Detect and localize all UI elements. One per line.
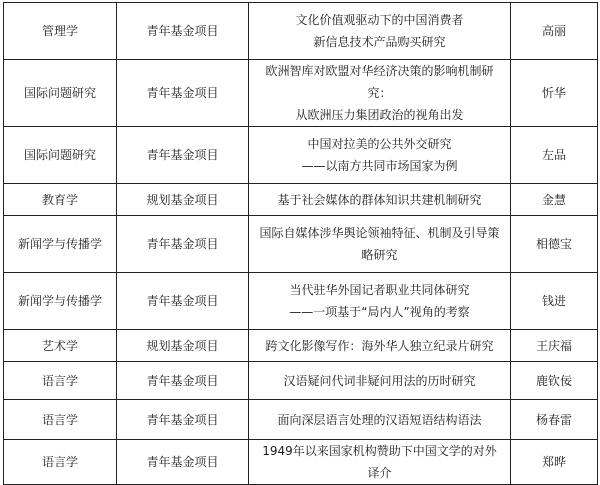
title-line: 从欧洲压力集团政治的视角出发: [295, 108, 464, 122]
title-line: 面向深层语言处理的汉语短语结构语法: [277, 412, 482, 427]
title-line: 跨文化影像写作：海外华人独立纪录片研究: [265, 338, 494, 353]
discipline-cell: 新闻学与传播学: [4, 273, 117, 330]
person-cell: 王庆福: [511, 330, 598, 362]
title-line: 当代驻华外国记者职业共同体研究: [289, 283, 470, 297]
discipline-cell: 国际问题研究: [4, 60, 117, 127]
project-type-cell: 青年基金项目: [117, 216, 249, 273]
table-row: [4, 400, 598, 440]
person-cell: 金慧: [511, 184, 598, 216]
project-title-cell: [249, 330, 511, 362]
title-line: 基于社会媒体的群体知识共建机制研究: [277, 192, 482, 207]
project-title-cell: [249, 362, 511, 400]
title-line: 新信息技术产品购买研究: [313, 35, 446, 49]
project-title-cell: [249, 273, 511, 330]
project-title-cell: [249, 440, 511, 485]
person-cell: 鹿钦佞: [511, 362, 598, 400]
title-line: 国际自媒体涉华舆论领袖特征、机制及引导策略研究: [259, 226, 500, 262]
discipline-cell: 语言学: [4, 362, 117, 400]
discipline-cell: 教育学: [4, 184, 117, 216]
project-title-cell: [249, 184, 511, 216]
table-row: [4, 216, 598, 273]
project-table: [3, 2, 598, 485]
person-cell: 杨春雷: [511, 400, 598, 440]
table-row: [4, 440, 598, 485]
project-type-cell: 青年基金项目: [117, 400, 249, 440]
project-title-cell: [249, 400, 511, 440]
table-row: [4, 127, 598, 184]
project-type-cell: 青年基金项目: [117, 362, 249, 400]
title-line: 1949年以来国家机构赞助下中国文学的对外译介: [262, 444, 497, 480]
title-line: 文化价值观驱动下的中国消费者: [295, 13, 464, 27]
project-title-cell: [249, 60, 511, 127]
project-type-cell: 规划基金项目: [117, 330, 249, 362]
project-type-cell: 青年基金项目: [117, 3, 249, 60]
project-type-cell: 青年基金项目: [117, 273, 249, 330]
project-type-cell: 规划基金项目: [117, 184, 249, 216]
person-cell: 钱进: [511, 273, 598, 330]
title-line: 欧洲智库对欧盟对华经济决策的影响机制研究：: [265, 64, 494, 100]
title-line: 中国对拉美的公共外交研究: [307, 137, 452, 151]
discipline-cell: 国际问题研究: [4, 127, 117, 184]
project-title-cell: [249, 127, 511, 184]
person-cell: 左品: [511, 127, 598, 184]
discipline-cell: 语言学: [4, 400, 117, 440]
discipline-cell: 语言学: [4, 440, 117, 485]
discipline-cell: 艺术学: [4, 330, 117, 362]
discipline-cell: 管理学: [4, 3, 117, 60]
project-title-cell: [249, 216, 511, 273]
table-row: [4, 362, 598, 400]
table-row: [4, 330, 598, 362]
table-row: [4, 273, 598, 330]
project-type-cell: 青年基金项目: [117, 60, 249, 127]
discipline-cell: 新闻学与传播学: [4, 216, 117, 273]
title-line: ——以南方共同市场国家为例: [301, 159, 458, 173]
person-cell: 相德宝: [511, 216, 598, 273]
project-table-body: [4, 3, 598, 485]
project-title-cell: [249, 3, 511, 60]
project-type-cell: 青年基金项目: [117, 127, 249, 184]
table-row: [4, 60, 598, 127]
project-type-cell: 青年基金项目: [117, 440, 249, 485]
table-row: [4, 3, 598, 60]
person-cell: 忻华: [511, 60, 598, 127]
table-row: [4, 184, 598, 216]
person-cell: 郑晔: [511, 440, 598, 485]
title-line: 汉语疑问代词非疑问用法的历时研究: [283, 373, 476, 388]
title-line: ——一项基于“局内人”视角的考察: [289, 305, 470, 319]
person-cell: 高丽: [511, 3, 598, 60]
